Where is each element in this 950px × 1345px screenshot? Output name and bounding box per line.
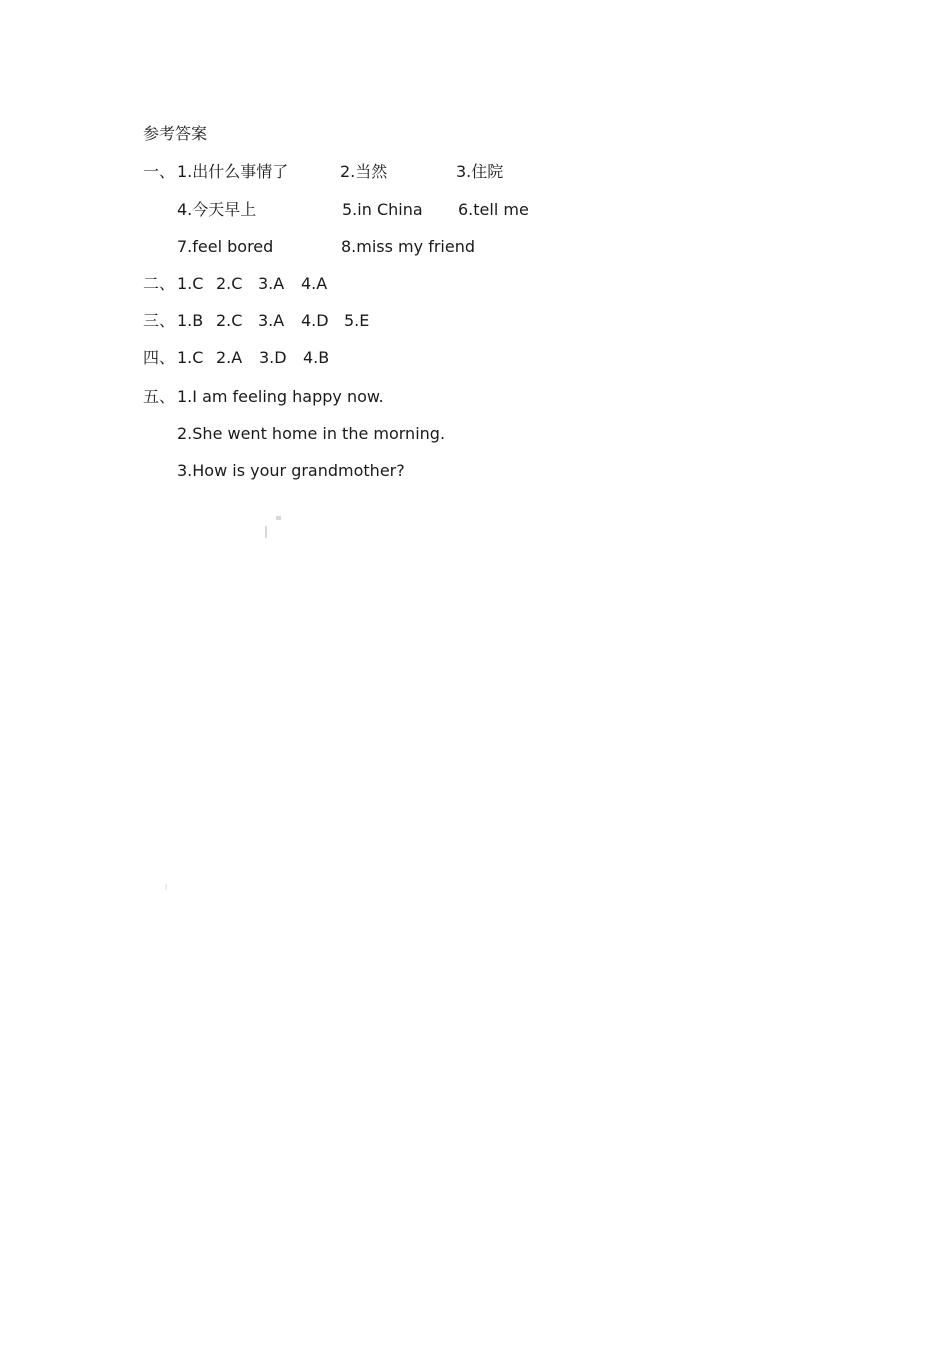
section-4-prefix: 四、 [143,348,176,367]
section-1-answer-6: 6.tell me [458,200,529,219]
scan-mark [265,526,267,538]
section-5-answer-3: 3.How is your grandmother? [177,461,405,480]
section-4-row-1 [143,347,443,369]
section-4-answer-2: 2.A [216,348,243,367]
section-3-answer-3: 3.A [258,311,285,330]
scan-mark [165,884,167,890]
section-1-answer-8: 8.miss my friend [341,237,475,256]
section-1-row-3 [143,236,563,258]
section-1-prefix: 一、 [143,162,176,181]
section-3-row-1 [143,310,443,332]
section-1-answer-3: 3.住院 [456,162,504,181]
section-5-prefix: 五、 [143,387,176,406]
section-2-answer-4: 4.A [301,274,328,293]
section-5-answer-2: 2.She went home in the morning. [177,424,446,443]
section-4-answer-4: 4.B [303,348,330,367]
section-5-row-3 [143,460,543,482]
page-title: 参考答案 [143,124,208,143]
section-3-answer-1: 1.B [177,311,204,330]
section-1-row-2 [143,199,563,221]
section-2-prefix: 二、 [143,274,176,293]
section-5-answer-1: 1.I am feeling happy now. [177,387,384,406]
section-3-prefix: 三、 [143,311,176,330]
section-1-answer-7: 7.feel bored [177,237,274,256]
section-3-answer-2: 2.C [216,311,243,330]
section-4-answer-3: 3.D [259,348,287,367]
section-3-answer-5: 5.E [344,311,370,330]
section-1-row-1 [143,161,563,183]
section-2-answer-3: 3.A [258,274,285,293]
section-1-answer-2: 2.当然 [340,162,388,181]
section-2-answer-2: 2.C [216,274,243,293]
scan-mark [276,516,281,520]
section-1-answer-1: 1.出什么事情了 [177,162,289,181]
section-1-answer-4: 4.今天早上 [177,200,257,219]
section-2-answer-1: 1.C [177,274,204,293]
section-5-row-1 [143,386,543,408]
section-4-answer-1: 1.C [177,348,204,367]
section-1-answer-5: 5.in China [342,200,423,219]
section-5-row-2 [143,423,543,445]
section-3-answer-4: 4.D [301,311,329,330]
section-2-row-1 [143,273,443,295]
